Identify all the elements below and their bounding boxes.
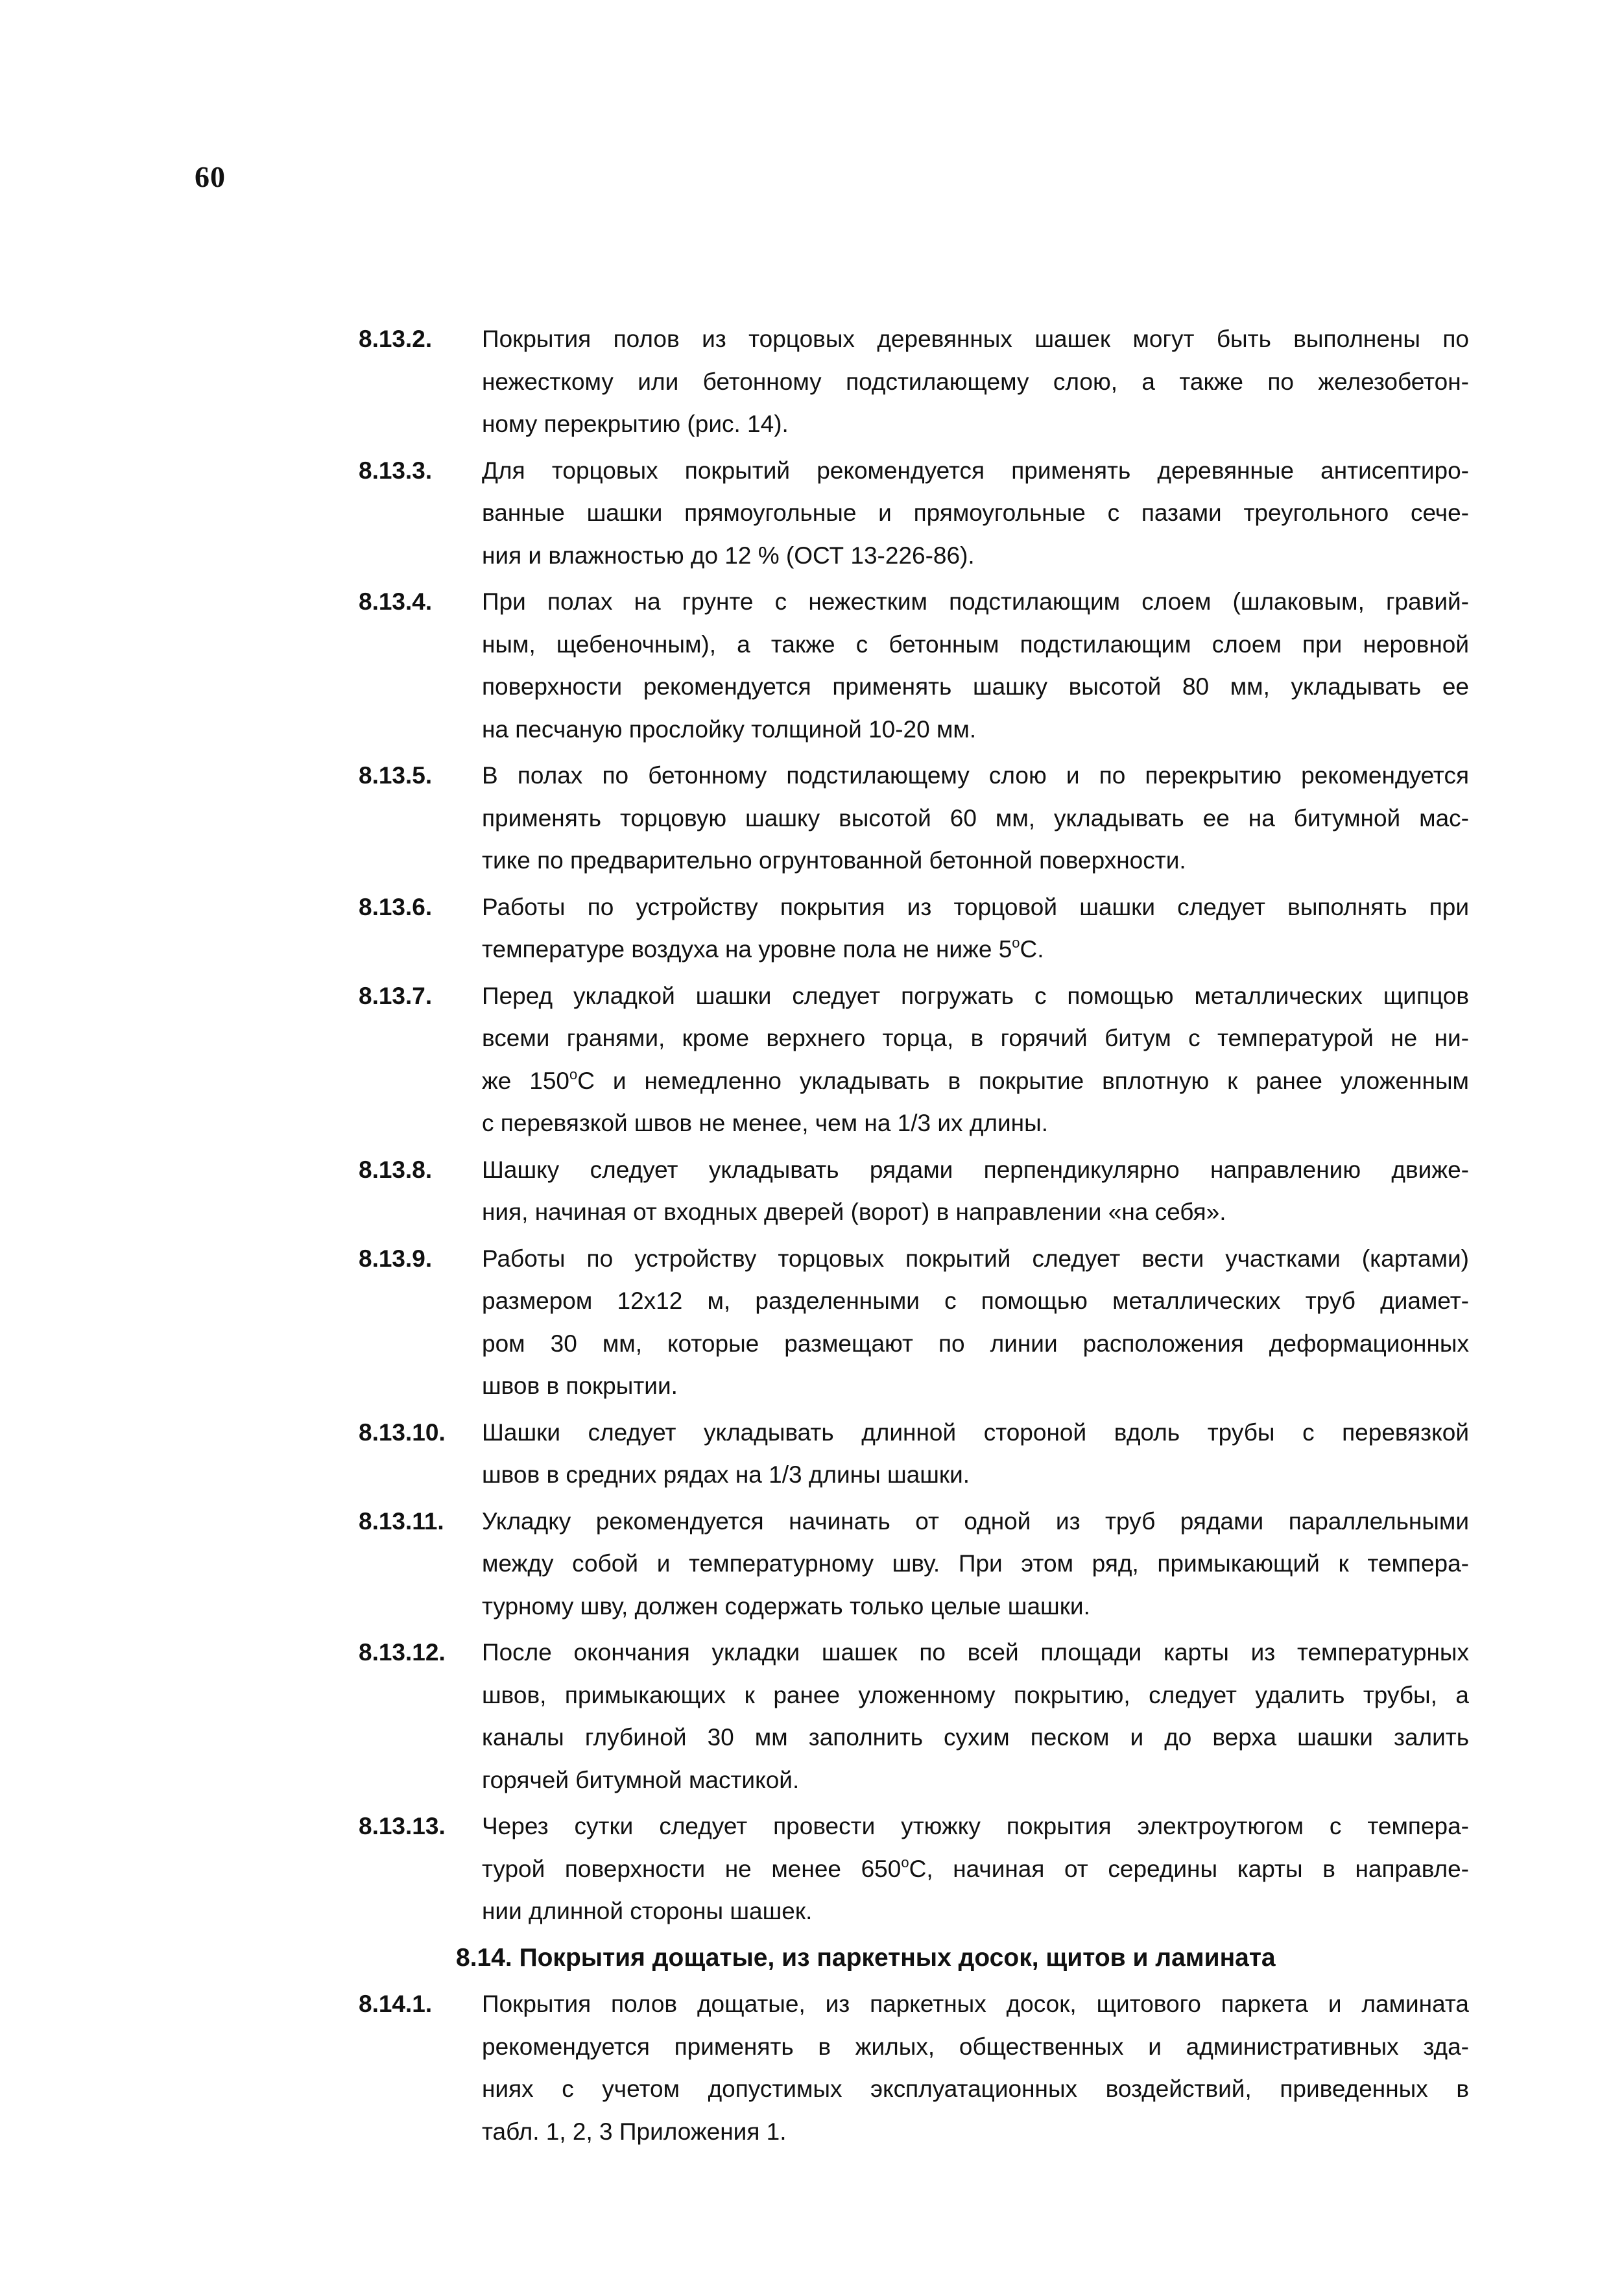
- text-fragment: С.: [1020, 936, 1044, 963]
- text-line: рекомендуется применять в жилых, общественных и административных зда-: [482, 2033, 1469, 2060]
- text-line: Работы по устройству покрытия из торцовой шашки следует выполнять при: [482, 893, 1469, 920]
- clause-number: 8.13.3.: [359, 457, 433, 484]
- document-body: [359, 318, 1469, 2157]
- text-line: [482, 1848, 1469, 1891]
- clause-number: 8.13.13.: [359, 1813, 446, 1839]
- clause-text: [482, 1983, 1469, 2153]
- clause-number: 8.13.10.: [359, 1418, 446, 1446]
- text-line: ванные шашки прямоугольные и прямоугольные с пазами треугольного сече-: [482, 499, 1469, 526]
- text-fragment: же 150: [482, 1067, 569, 1094]
- clause-text: [482, 449, 1469, 577]
- text-line: Перед укладкой шашки следует погружать с помощью металлических щипцов: [482, 982, 1469, 1009]
- page-number: 60: [195, 160, 226, 193]
- text-line: швов в покрытии.: [482, 1372, 678, 1399]
- clause-text: [482, 318, 1469, 446]
- clause-8-13-13: [359, 1805, 1469, 1933]
- text-line: Покрытия полов из торцовых деревянных шашек могут быть выполнены по: [482, 326, 1469, 352]
- text-line: Через сутки следует провести утюжку покрытия электроутюгом с темпера-: [482, 1813, 1469, 1839]
- text-line: Укладку рекомендуется начинать от одной из труб рядами параллельными: [482, 1507, 1469, 1535]
- text-fragment: С и немедленно укладывать в покрытие вплотную к ранее уложенным: [577, 1067, 1469, 1094]
- clause-number: 8.13.9.: [359, 1245, 433, 1272]
- text-line: швов, примыкающих к ранее уложенному покрытию, следует удалить трубы, а: [482, 1681, 1469, 1708]
- text-line: Работы по устройству торцовых покрытий следует вести участками (картами): [482, 1245, 1469, 1272]
- clause-number: 8.13.7.: [359, 982, 433, 1009]
- clause-8-13-10: [359, 1411, 1469, 1496]
- clause-number: 8.13.5.: [359, 762, 433, 789]
- text-line: ниях с учетом допустимых эксплуатационных воздействий, приведенных в: [482, 2076, 1469, 2102]
- text-line: размером 12х12 м, разделенными с помощью металлических труб диамет-: [482, 1287, 1469, 1314]
- text-line: всеми гранями, кроме верхнего торца, в горячий битум с температурой не ни-: [482, 1025, 1469, 1051]
- text-line: тике по предварительно огрунтованной бетонной поверхности.: [482, 847, 1186, 874]
- text-line: ному перекрытию (рис. 14).: [482, 411, 789, 437]
- text-line: нежесткому или бетонному подстилающему слою, а также по железобетон-: [482, 368, 1469, 395]
- text-line: Покрытия полов дощатые, из паркетных досок, щитового паркета и ламината: [482, 1991, 1469, 2017]
- degree-sign: о: [569, 1066, 578, 1083]
- text-line: Шашку следует укладывать рядами перпендикулярно направлению движе-: [482, 1156, 1469, 1183]
- text-fragment: С, начиная от середины карты в направле-: [909, 1855, 1469, 1882]
- text-line: ным, щебеночным), а также с бетонным подстилающим слоем при неровной: [482, 630, 1469, 658]
- text-line: нии длинной стороны шашек.: [482, 1898, 813, 1924]
- section-heading-8-14: 8.14. Покрытия дощатые, из паркетных досок, щитов и ламината: [456, 1943, 1276, 1972]
- clause-text: [482, 975, 1469, 1145]
- text-line: с перевязкой швов не менее, чем на 1/3 их длины.: [482, 1110, 1048, 1136]
- text-line: на песчаную прослойку толщиной 10-20 мм.: [482, 715, 977, 743]
- text-line: ния и влажностью до 12 % (ОСТ 13-226-86).: [482, 542, 975, 569]
- clause-number: 8.13.11.: [359, 1507, 444, 1535]
- clause-8-13-5: [359, 754, 1469, 882]
- clause-number: 8.14.1.: [359, 1991, 433, 2017]
- clause-text: [482, 1238, 1469, 1407]
- text-fragment: турой поверхности не менее 650: [482, 1855, 902, 1882]
- clause-8-14-1: [359, 1983, 1469, 2153]
- text-line: [482, 928, 1469, 971]
- text-fragment: температуре воздуха на уровне пола не ниже 5: [482, 936, 1012, 963]
- text-line: ром 30 мм, которые размещают по линии расположения деформационных: [482, 1330, 1469, 1357]
- clause-text: [482, 1631, 1469, 1801]
- clause-number: 8.13.12.: [359, 1639, 446, 1666]
- clause-text: [482, 580, 1469, 750]
- clause-text: [482, 754, 1469, 882]
- text-line: После окончания укладки шашек по всей площади карты из температурных: [482, 1639, 1469, 1666]
- clause-number: 8.13.6.: [359, 893, 433, 920]
- text-line: Для торцовых покрытий рекомендуется применять деревянные антисептиро-: [482, 457, 1469, 484]
- clause-text: [482, 1149, 1469, 1234]
- clause-8-13-2: [359, 318, 1469, 446]
- clause-8-13-12: [359, 1631, 1469, 1801]
- clause-text: [482, 1411, 1469, 1496]
- degree-sign: о: [901, 1854, 909, 1871]
- text-line: турному шву, должен содержать только целые шашки.: [482, 1592, 1090, 1620]
- clause-text: [482, 886, 1469, 971]
- clause-8-13-8: [359, 1149, 1469, 1234]
- text-line: горячей битумной мастикой.: [482, 1766, 800, 1793]
- clause-text: [482, 1500, 1469, 1628]
- text-line: применять торцовую шашку высотой 60 мм, укладывать ее на битумной мас-: [482, 804, 1469, 831]
- clause-8-13-3: [359, 449, 1469, 577]
- clause-8-13-7: [359, 975, 1469, 1145]
- clause-8-13-4: [359, 580, 1469, 750]
- clause-number: 8.13.4.: [359, 588, 433, 615]
- text-line: ния, начиная от входных дверей (ворот) в направлении «на себя».: [482, 1199, 1226, 1225]
- text-line: поверхности рекомендуется применять шашку высотой 80 мм, укладывать ее: [482, 673, 1469, 700]
- text-line: швов в средних рядах на 1/3 длины шашки.: [482, 1461, 970, 1488]
- text-line: табл. 1, 2, 3 Приложения 1.: [482, 2118, 787, 2145]
- clause-number: 8.13.8.: [359, 1156, 433, 1183]
- text-line: Шашки следует укладывать длинной стороной вдоль трубы с перевязкой: [482, 1418, 1469, 1446]
- clause-text: [482, 1805, 1469, 1933]
- text-line: [482, 1060, 1469, 1103]
- degree-sign: о: [1012, 935, 1020, 951]
- clause-8-13-11: [359, 1500, 1469, 1628]
- clause-8-13-6: [359, 886, 1469, 971]
- clause-8-13-9: [359, 1238, 1469, 1407]
- text-line: каналы глубиной 30 мм заполнить сухим песком и до верха шашки залить: [482, 1724, 1469, 1751]
- text-line: При полах на грунте с нежестким подстилающим слоем (шлаковым, гравий-: [482, 588, 1469, 615]
- text-line: В полах по бетонному подстилающему слою и по перекрытию рекомендуется: [482, 762, 1469, 789]
- clause-number: 8.13.2.: [359, 326, 433, 352]
- text-line: между собой и температурному шву. При этом ряд, примыкающий к темпера-: [482, 1550, 1469, 1577]
